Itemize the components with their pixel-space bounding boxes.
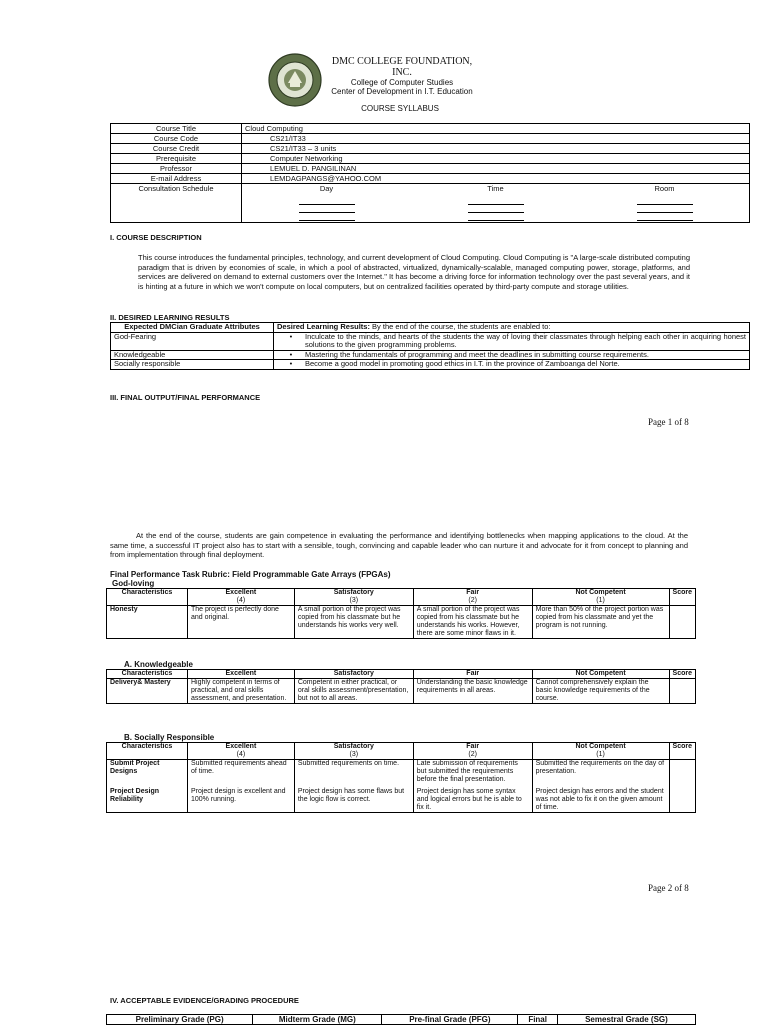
col-fair: Fair (2) <box>413 743 532 760</box>
col-score: Score <box>669 589 695 606</box>
col-not-competent: Not Competent (1) <box>532 743 669 760</box>
score-cell <box>669 760 695 785</box>
table-row <box>111 332 750 350</box>
col-final: Final <box>518 1015 558 1025</box>
rubric-cell: Understanding the basic knowledge requirements in all areas. <box>413 679 532 704</box>
doc-title: COURSE SYLLABUS <box>361 104 439 113</box>
result-cell: • Mastering the fundamentals of programming and meet the deadlines in submitting course requirements. <box>274 350 750 360</box>
table-row <box>107 606 696 639</box>
rubric-cell: Project design has errors and the student was not able to fix it on the given amount of time. <box>532 784 669 813</box>
rubric-knowledgeable-label: A. Knowledgeable <box>124 660 193 669</box>
rubric-characteristic: Submit Project Designs <box>107 760 188 785</box>
score-cell <box>669 784 695 813</box>
attribute-cell: God-Fearing <box>111 332 274 350</box>
rubric-cell: A small portion of the project was copied from his classmate but he understands his works. However, there are some minor flaws in it. <box>413 606 532 639</box>
info-value: Computer Networking <box>242 154 750 164</box>
course-info-table <box>110 123 750 223</box>
result-cell: • Inculcate to the minds, and hearts of the students the way of loving their classmates through helping each other in acquiring honest solutions to the given programming problems. <box>274 332 750 350</box>
info-label: Professor <box>111 164 242 174</box>
section-heading-grading: IV. ACCEPTABLE EVIDENCE/GRADING PROCEDURE <box>110 996 299 1005</box>
info-label: Course Credit <box>111 144 242 154</box>
rubric-cell: The project is perfectly done and original. <box>187 606 294 639</box>
page-number: Page 2 of 8 <box>648 883 689 893</box>
rubric-characteristic: Honesty <box>107 606 188 639</box>
rubric-cell: Cannot comprehensively explain the basic knowledge requirements of the course. <box>532 679 669 704</box>
result-text: Mastering the fundamentals of programming and meet the deadlines in submitting course requirements. <box>305 349 649 359</box>
day-line <box>299 213 355 221</box>
grading-table <box>106 1014 696 1025</box>
section-heading-learning-results: II. DESIRED LEARNING RESULTS <box>110 313 230 322</box>
time-line <box>468 205 524 213</box>
col-fair: Fair <box>413 670 532 679</box>
consultation-schedule <box>242 184 750 223</box>
table-row <box>107 760 696 785</box>
rubric-cell: Submitted requirements on time. <box>294 760 413 785</box>
table-row <box>107 784 696 813</box>
result-text: Inculcate to the minds, and hearts of the students the way of loving their classmates through helping each other in acquiring honest solutions to the given programming problems. <box>305 331 746 349</box>
rubric-cell: Highly competent in terms of practical, and oral skills assessment, and presentation. <box>187 679 294 704</box>
col-not-competent: Not Competent <box>532 670 669 679</box>
col-characteristics: Characteristics <box>107 743 188 760</box>
info-label: Course Title <box>111 124 242 134</box>
center-name: Center of Development in I.T. Education <box>331 87 473 96</box>
col-score: Score <box>669 743 695 760</box>
section-heading-final-output: III. FINAL OUTPUT/FINAL PERFORMANCE <box>110 393 261 402</box>
table-row <box>111 144 750 154</box>
col-satisfactory: Satisfactory (3) <box>294 589 413 606</box>
score-cell <box>669 606 695 639</box>
table-row <box>107 679 696 704</box>
table-row <box>111 164 750 174</box>
course-description-text: This course introduces the fundamental principles, technology, and current development of Cloud Computing. Cloud Computing is "A large-scale distributed computing paradigm that is driven by economies of scale, in which a pool of abstracted, virtualized, dynamically-scalable, managed computing power, storage, platforms, and services are delivered on demand to external customers over the Internet." It has become a driving force for information technology over the past several years, and it is hinting at a future in which we won't compute on local computers, but on centralized facilities operated by third-party compute and storage utilities. <box>138 253 690 291</box>
consultation-row <box>111 184 750 223</box>
rubric-cell: Late submission of requirements but submitted the requirements before the final presentation. <box>413 760 532 785</box>
day-line <box>299 197 355 205</box>
score-cell <box>669 679 695 704</box>
attributes-header: Expected DMCian Graduate Attributes <box>111 323 274 333</box>
col-preliminary-grade: Preliminary Grade (PG) <box>107 1015 253 1025</box>
col-excellent: Excellent (4) <box>187 743 294 760</box>
col-not-competent: Not Competent (1) <box>532 589 669 606</box>
result-cell: • Become a good model in promoting good ethics in I.T. in the province of Zamboanga del Norte. <box>274 360 750 370</box>
result-text: Become a good model in promoting good ethics in I.T. in the province of Zamboanga del Norte. <box>305 359 620 368</box>
room-line <box>637 213 693 221</box>
col-characteristics: Characteristics <box>107 670 188 679</box>
room-line <box>637 197 693 205</box>
time-header: Time <box>487 184 504 193</box>
institution-name: DMC COLLEGE FOUNDATION, INC. <box>331 56 473 78</box>
rubric-cell: A small portion of the project was copied from his classmate but he understands his works very well. <box>294 606 413 639</box>
info-label: Course Code <box>111 134 242 144</box>
table-header-row <box>107 670 696 679</box>
col-satisfactory: Satisfactory <box>294 670 413 679</box>
attribute-cell: Knowledgeable <box>111 350 274 360</box>
info-value: Cloud Computing <box>242 124 750 134</box>
rubric-table-god-loving <box>106 588 696 639</box>
section-heading-course-description: I. COURSE DESCRIPTION <box>110 233 202 242</box>
rubric-cell: Project design is excellent and 100% running. <box>187 784 294 813</box>
time-line <box>468 213 524 221</box>
room-line <box>637 205 693 213</box>
results-header <box>274 323 750 333</box>
col-excellent: Excellent <box>187 670 294 679</box>
rubric-cell: Project design has some flaws but the logic flow is correct. <box>294 784 413 813</box>
table-row <box>111 154 750 164</box>
day-header: Day <box>319 184 334 193</box>
rubric-cell: Submitted requirements ahead of time. <box>187 760 294 785</box>
rubric-god-label: God-loving <box>112 579 155 588</box>
attribute-cell: Socially responsible <box>111 360 274 370</box>
learning-results-table <box>110 322 750 370</box>
table-header-row <box>107 589 696 606</box>
table-row <box>111 134 750 144</box>
table-header-row <box>111 323 750 333</box>
info-label: Prerequisite <box>111 154 242 164</box>
table-row <box>111 360 750 370</box>
col-excellent: Excellent (4) <box>187 589 294 606</box>
results-header-bold: Desired Learning Results: <box>277 322 370 331</box>
col-semestral-grade: Semestral Grade (SG) <box>557 1015 695 1025</box>
rubric-table-knowledgeable <box>106 669 696 704</box>
col-prefinal-grade: Pre-final Grade (PFG) <box>382 1015 518 1025</box>
rubric-characteristic: Project Design Reliability <box>107 784 188 813</box>
rubric-cell: More than 50% of the project portion was copied from his classmate and yet the program is not running. <box>532 606 669 639</box>
col-score: Score <box>669 670 695 679</box>
col-fair: Fair (2) <box>413 589 532 606</box>
info-value: CS21/IT33 – 3 units <box>242 144 750 154</box>
table-row <box>111 174 750 184</box>
col-satisfactory: Satisfactory (3) <box>294 743 413 760</box>
info-value: LEMUEL D. PANGILINAN <box>242 164 750 174</box>
consultation-label: Consultation Schedule <box>111 184 242 223</box>
rubric-social-label: B. Socially Responsible <box>124 733 215 742</box>
room-header: Room <box>654 184 675 193</box>
rubric-characteristic: Delivery& Mastery <box>107 679 188 704</box>
col-characteristics: Characteristics <box>107 589 188 606</box>
rubric-cell: Submitted the requirements on the day of presentation. <box>532 760 669 785</box>
day-line <box>299 205 355 213</box>
letterhead <box>322 56 482 96</box>
info-label: E-mail Address <box>111 174 242 184</box>
col-midterm-grade: Midterm Grade (MG) <box>253 1015 382 1025</box>
results-header-text: By the end of the course, the students are enabled to: <box>369 322 551 331</box>
table-row <box>111 124 750 134</box>
time-line <box>468 197 524 205</box>
email-value: LEMDAGPANGS@YAHOO.COM <box>242 174 750 184</box>
college-seal <box>268 53 322 107</box>
college-name: College of Computer Studies <box>350 78 454 87</box>
rubric-title: Final Performance Task Rubric: Field Programmable Gate Arrays (FPGAs) <box>110 570 391 579</box>
info-value: CS21/IT33 <box>242 134 750 144</box>
final-output-text: At the end of the course, students are gain competence in evaluating the performance and identifying bottlenecks when mapping applications to the cloud. At the same time, a successful IT project also has to start with a sensible, tough, convincing and capable leader who can nurture it and advocate for it from concept to planning and from implementation through final deployment. <box>110 531 688 559</box>
rubric-table-socially-responsible <box>106 742 696 813</box>
rubric-cell: Project design has some syntax and logical errors but he is able to fix it. <box>413 784 532 813</box>
page-number: Page 1 of 8 <box>648 417 689 427</box>
rubric-cell: Competent in either practical, or oral skills assessment/presentation, but not to all areas. <box>294 679 413 704</box>
table-header-row <box>107 743 696 760</box>
table-header-row <box>107 1015 696 1025</box>
